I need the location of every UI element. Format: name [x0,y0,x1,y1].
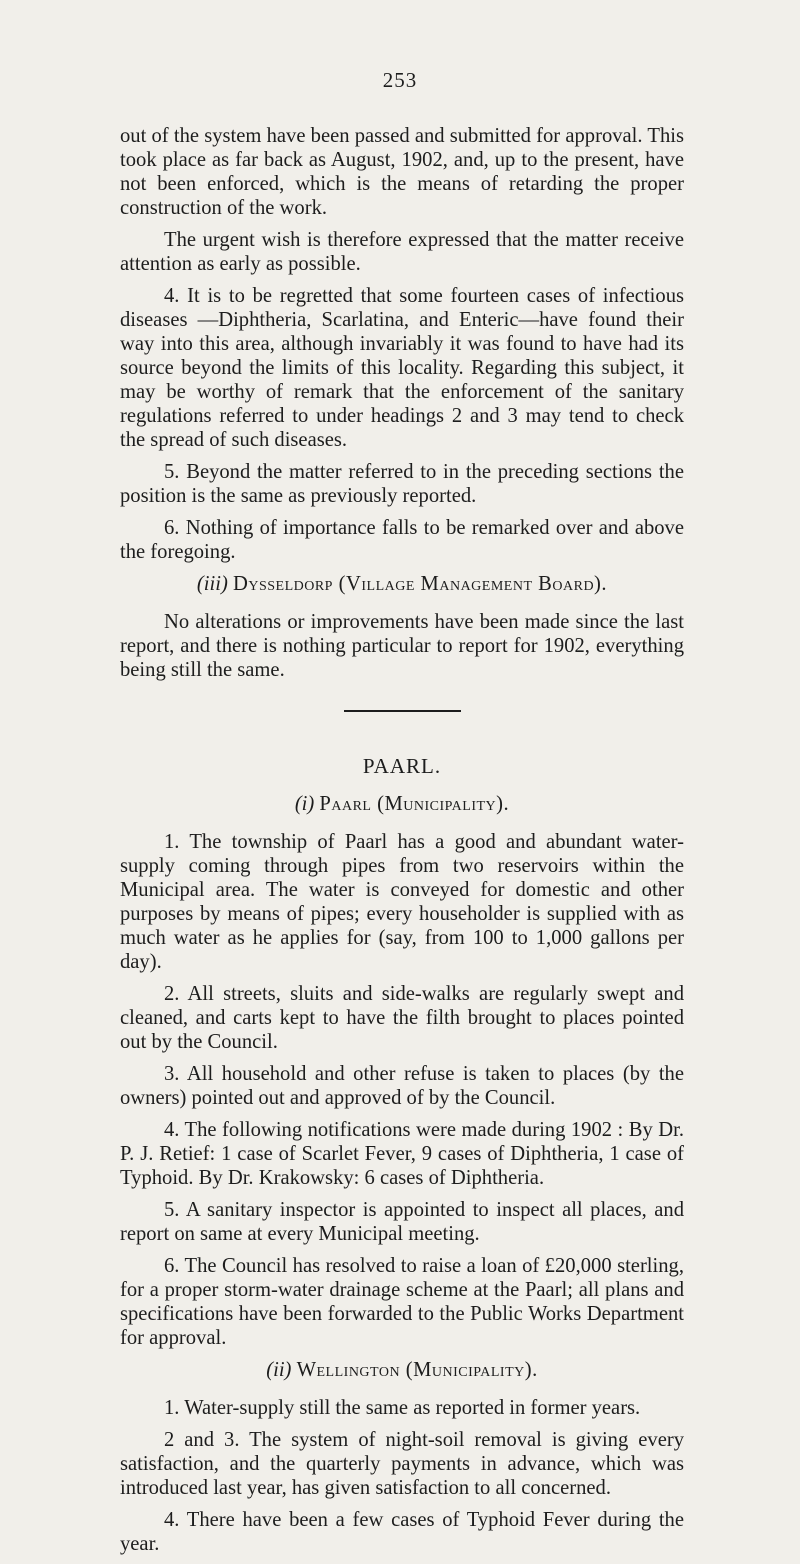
paragraph: out of the system have been passed and submitted for approval. This took place as far back as August, 1902, and, up to the present, have not been enforced, which is the means of retarding the proper construction of the work. [120,125,684,219]
district-title: PAARL. [362,754,442,778]
paragraph: 4. The following notifications were made during 1902 : By Dr. P. J. Retief: 1 case of Scarlet Fever, 9 cases of Diphtheria, 1 case of Typhoid. By Dr. Krakowsky: 6 cases of Diphtheria. [120,1119,684,1189]
page-body [120,124,684,1564]
paragraph: 4. It is to be regretted that some fourteen cases of infectious diseases —Diphtheria, Scarlatina, and Enteric—have found their way into this area, although invariably it was found to have had its source beyond the limits of this locality. Regarding this subject, it may be worthy of remark that the enforcement of the sanitary regulations referred to under headings 2 and 3 may tend to check the spread of such diseases. [120,285,684,451]
section-title: Wellington (Municipality). [296,1359,538,1381]
section-title: Paarl (Municipality). [319,793,510,815]
section-heading-dysseldorp [120,572,684,596]
paragraph: 2 and 3. The system of night-soil removal is giving every satisfaction, and the quarterly payments in advance, which was introduced last year, has given satisfaction to all concerned. [120,1429,684,1499]
section-numeral: (iii) [196,573,228,595]
paragraph: 5. Beyond the matter referred to in the preceding sections the position is the same as previously reported. [120,461,684,507]
paragraph: 1. The township of Paarl has a good and abundant water-supply coming through pipes from two reservoirs within the Municipal area. The water is conveyed for domestic and other purposes by means of pipes; every householder is supplied with as much water as he applies for (say, from 100 to 1,000 gallons per day). [120,831,684,973]
paragraph: 4. There have been a few cases of Typhoid Fever during the year. [120,1509,684,1555]
section-heading-paarl-municipality [120,792,684,816]
section-title: Dysseldorp (Village Management Board). [232,573,608,595]
paragraph: No alterations or improvements have been made since the last report, and there is nothing particular to report for 1902, everything being still the same. [120,611,684,681]
paragraph: 6. The Council has resolved to raise a loan of £20,000 sterling, for a proper storm-water drainage scheme at the Paarl; all plans and specifications have been forwarded to the Public Works Department for approval. [120,1255,684,1349]
paragraph: 1. Water-supply still the same as reported in former years. [164,1397,641,1419]
paragraph: 3. All household and other refuse is taken to places (by the owners) pointed out and approved of by the Council. [120,1063,684,1109]
paragraph: The urgent wish is therefore expressed that the matter receive attention as early as possible. [120,229,684,275]
paragraph: 5. A sanitary inspector is appointed to inspect all places, and report on same at every Municipal meeting. [120,1199,684,1245]
paragraph: 6. Nothing of importance falls to be remarked over and above the foregoing. [120,517,684,563]
section-numeral: (i) [294,793,315,815]
page-number: 253 [382,68,418,92]
section-numeral: (ii) [266,1359,292,1381]
section-divider [344,710,461,712]
section-heading-wellington [120,1358,684,1382]
paragraph: 2. All streets, sluits and side-walks are regularly swept and cleaned, and carts kept to have the filth brought to places pointed out by the Council. [120,983,684,1053]
